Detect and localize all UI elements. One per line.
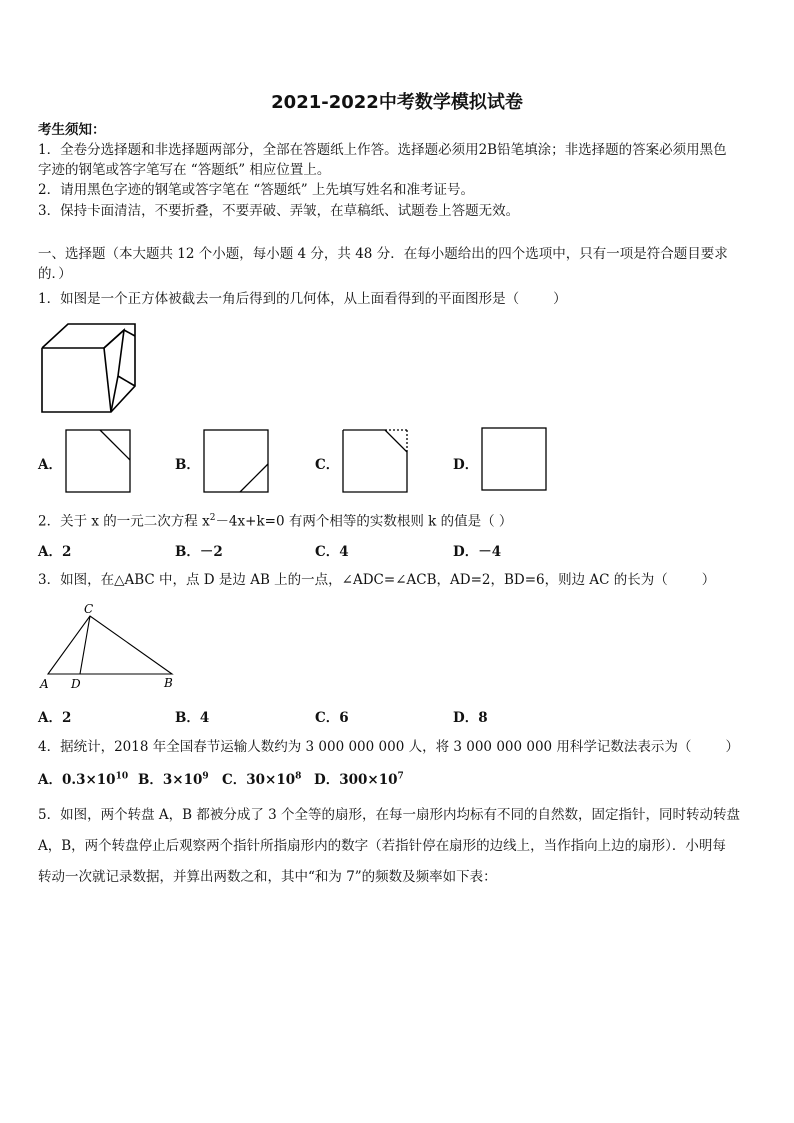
section-1-heading-line-2: 的．） bbox=[38, 266, 72, 282]
notice-item-1-line-1: 1．全卷分选择题和非选择题两部分，全部在答题纸上作答。选择题必须用2B铅笔填涂；非选择题的答案必须用黑色 bbox=[38, 142, 727, 158]
q2-stem bbox=[38, 508, 758, 532]
q2-option-b: B．－2 bbox=[175, 544, 223, 560]
notice-item-3: 3．保持卡面清洁，不要折叠，不要弄破、弄皱，在草稿纸、试题卷上答题无效。 bbox=[38, 203, 520, 219]
q3-triangle-figure bbox=[36, 600, 182, 692]
q4-option-c-text: C．30×10 bbox=[222, 772, 296, 788]
q4-option-d bbox=[314, 768, 404, 788]
q3-label-a: A bbox=[40, 677, 49, 691]
q3-stem bbox=[38, 570, 758, 590]
q1-cube-figure bbox=[38, 318, 138, 416]
q1-option-a-figure bbox=[64, 428, 132, 494]
q4-option-c bbox=[222, 768, 301, 788]
q3-option-d: D．8 bbox=[453, 710, 488, 726]
q1-stem bbox=[38, 289, 758, 309]
q4-option-b-exp: 9 bbox=[202, 771, 209, 782]
q1-option-b-figure bbox=[202, 428, 270, 494]
q3-label-d: D bbox=[71, 677, 81, 691]
q3-option-a: A．2 bbox=[38, 710, 72, 726]
section-1-heading-line-1: 一、选择题（本大题共 12 个小题，每小题 4 分，共 48 分．在每小题给出的四个选项中，只有一项是符合题目要求 bbox=[38, 246, 728, 262]
notice-item-2: 2．请用黑色字迹的钢笔或答字笔在 “答题纸” 上先填写姓名和准考证号。 bbox=[38, 182, 474, 198]
q4-option-c-exp: 8 bbox=[295, 771, 302, 782]
q1-option-d-label: D． bbox=[453, 457, 479, 473]
q1-stem-close: ） bbox=[553, 291, 567, 307]
q2-option-c: C．4 bbox=[315, 544, 349, 560]
q2-stem-part-a: 2．关于 x 的一元二次方程 x bbox=[38, 513, 210, 530]
q4-option-b-text: B．3×10 bbox=[138, 772, 203, 788]
notice-heading: 考生须知： bbox=[38, 122, 106, 138]
q2-option-d: D．－4 bbox=[453, 544, 502, 560]
q2-option-a: A．2 bbox=[38, 544, 72, 560]
q3-label-c: C bbox=[84, 602, 94, 616]
notice-item-1-line-2: 字迹的钢笔或答字笔写在 “答题纸” 相应位置上。 bbox=[38, 162, 331, 178]
page-title: 2021-2022中考数学模拟试卷 bbox=[271, 92, 523, 113]
q3-stem-close: ） bbox=[701, 572, 716, 588]
q4-option-a-exp: 10 bbox=[115, 771, 129, 782]
q1-option-b-label: B． bbox=[175, 457, 200, 473]
q5-line-3: 转动一次就记录数据，并算出两数之和，其中“和为 7”的频数及频率如下表： bbox=[38, 869, 497, 885]
q4-option-d-exp: 7 bbox=[397, 771, 404, 782]
q4-option-a-text: A．0.3×10 bbox=[38, 772, 116, 788]
q4-option-a bbox=[38, 768, 128, 788]
q2-stem-part-b: －4x+k=0 有两个相等的实数根则 k 的值是（ ） bbox=[215, 513, 513, 530]
q1-option-a-label: A． bbox=[38, 457, 62, 473]
q1-option-c-label: C． bbox=[315, 457, 340, 473]
q3-option-b: B．4 bbox=[175, 710, 210, 726]
q4-option-b bbox=[138, 768, 209, 788]
q1-option-d-figure bbox=[480, 426, 548, 492]
q2-exponent: 2 bbox=[209, 513, 216, 523]
q4-stem-text: 4．据统计，2018 年全国春节运输人数约为 3 000 000 000 人，将 3 000 000 000 用科学记数法表示为（ bbox=[38, 739, 692, 755]
q4-stem bbox=[38, 737, 758, 757]
q3-option-c: C．6 bbox=[315, 710, 349, 726]
q4-stem-close: ） bbox=[725, 739, 739, 755]
q1-stem-text: 1．如图是一个正方体被截去一角后得到的几何体，从上面看得到的平面图形是（ bbox=[38, 291, 520, 307]
q3-stem-text: 3．如图，在△ABC 中，点 D 是边 AB 上的一点，∠ADC=∠ACB，AD=2，BD=6，则边 AC 的长为（ bbox=[38, 572, 668, 588]
q5-line-2: A，B，两个转盘停止后观察两个指针所指扇形内的数字（若指针停在扇形的边线上，当作指向上边的扇形）．小明每 bbox=[38, 838, 726, 854]
q3-label-b: B bbox=[164, 676, 173, 690]
q1-option-c-figure bbox=[341, 426, 411, 494]
q4-option-d-text: D．300×10 bbox=[314, 772, 398, 788]
q5-line-1: 5．如图，两个转盘 A，B 都被分成了 3 个全等的扇形，在每一扇形内均标有不同的自然数，固定指针，同时转动转盘 bbox=[38, 807, 741, 823]
